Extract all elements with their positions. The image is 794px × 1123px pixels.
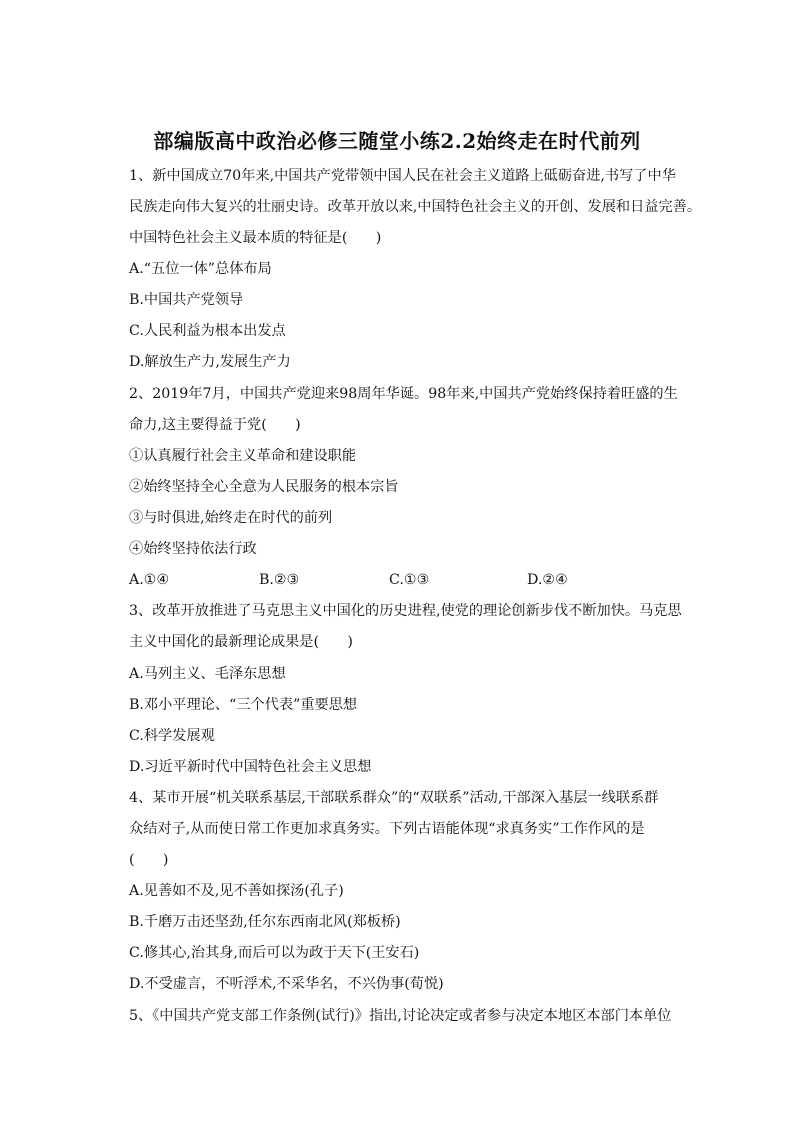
q3-stem-line-2: 主义中国化的最新理论成果是( ) xyxy=(129,634,353,650)
q4-stem-line-3: ( ) xyxy=(129,852,169,868)
q1-stem-line-1: 1、新中国成立70年来,中国共产党带领中国人民在社会主义道路上砥砺奋进,书写了中华 xyxy=(129,168,676,184)
q2-options-row xyxy=(129,570,669,590)
document-title: 部编版高中政治必修三随堂小练2.2始终走在时代前列 xyxy=(153,129,641,153)
q1-option-a: A.“五位一体”总体布局 xyxy=(129,261,272,277)
q2-option-d: D.②④ xyxy=(527,572,568,588)
q3-option-b: B.邓小平理论、“三个代表”重要思想 xyxy=(129,697,358,713)
q3-option-c: C.科学发展观 xyxy=(129,728,215,744)
q4-option-c: C.修其心,治其身,而后可以为政于天下(王安石) xyxy=(129,945,420,961)
q3-option-d: D.习近平新时代中国特色社会主义思想 xyxy=(129,759,372,775)
q4-stem-line-1: 4、某市开展“机关联系基层,干部联系群众”的“双联系”活动,干部深入基层一线联系群 xyxy=(129,790,659,806)
q4-stem-line-2: 众结对子,从而使日常工作更加求真务实。下列古语能体现“求真务实”工作作风的是 xyxy=(129,821,645,837)
q2-stem-line-1: 2、2019年7月，中国共产党迎来98周年华诞。98年来,中国共产党始终保持着旺盛的生 xyxy=(129,386,678,402)
q3-option-a: A.马列主义、毛泽东思想 xyxy=(129,666,286,682)
q1-stem-line-3: 中国特色社会主义最本质的特征是( ) xyxy=(129,230,382,246)
q2-item-3: ③与时俱进,始终走在时代的前列 xyxy=(129,510,333,526)
q2-option-b: B.②③ xyxy=(259,572,300,588)
q2-item-1: ①认真履行社会主义革命和建设职能 xyxy=(129,448,357,464)
q2-option-a: A.①④ xyxy=(129,572,170,588)
q5-stem-line-1: 5、《中国共产党支部工作条例(试行)》指出,讨论决定或者参与决定本地区本部门本单位 xyxy=(129,1008,672,1024)
q4-option-a: A.见善如不及,见不善如探汤(孔子) xyxy=(129,883,344,899)
q3-stem-line-1: 3、改革开放推进了马克思主义中国化的历史进程,使党的理论创新步伐不断加快。马克思 xyxy=(129,603,682,619)
q4-option-d: D.不受虚言，不听浮术,不采华名，不兴伪事(荀悦) xyxy=(129,976,444,992)
q2-option-c: C.①③ xyxy=(389,572,430,588)
q2-item-2: ②始终坚持全心全意为人民服务的根本宗旨 xyxy=(129,479,399,495)
q1-stem-line-2: 民族走向伟大复兴的壮丽史诗。改革开放以来,中国特色社会主义的开创、发展和日益完善。 xyxy=(129,199,702,215)
q4-option-b: B.千磨万击还坚劲,任尔东西南北风(郑板桥) xyxy=(129,914,401,930)
q1-option-c: C.人民利益为根本出发点 xyxy=(129,323,286,339)
q2-stem-line-2: 命力,这主要得益于党( ) xyxy=(129,417,301,433)
q2-item-4: ④始终坚持依法行政 xyxy=(129,541,257,557)
q1-option-d: D.解放生产力,发展生产力 xyxy=(129,354,291,370)
q1-option-b: B.中国共产党领导 xyxy=(129,292,244,308)
